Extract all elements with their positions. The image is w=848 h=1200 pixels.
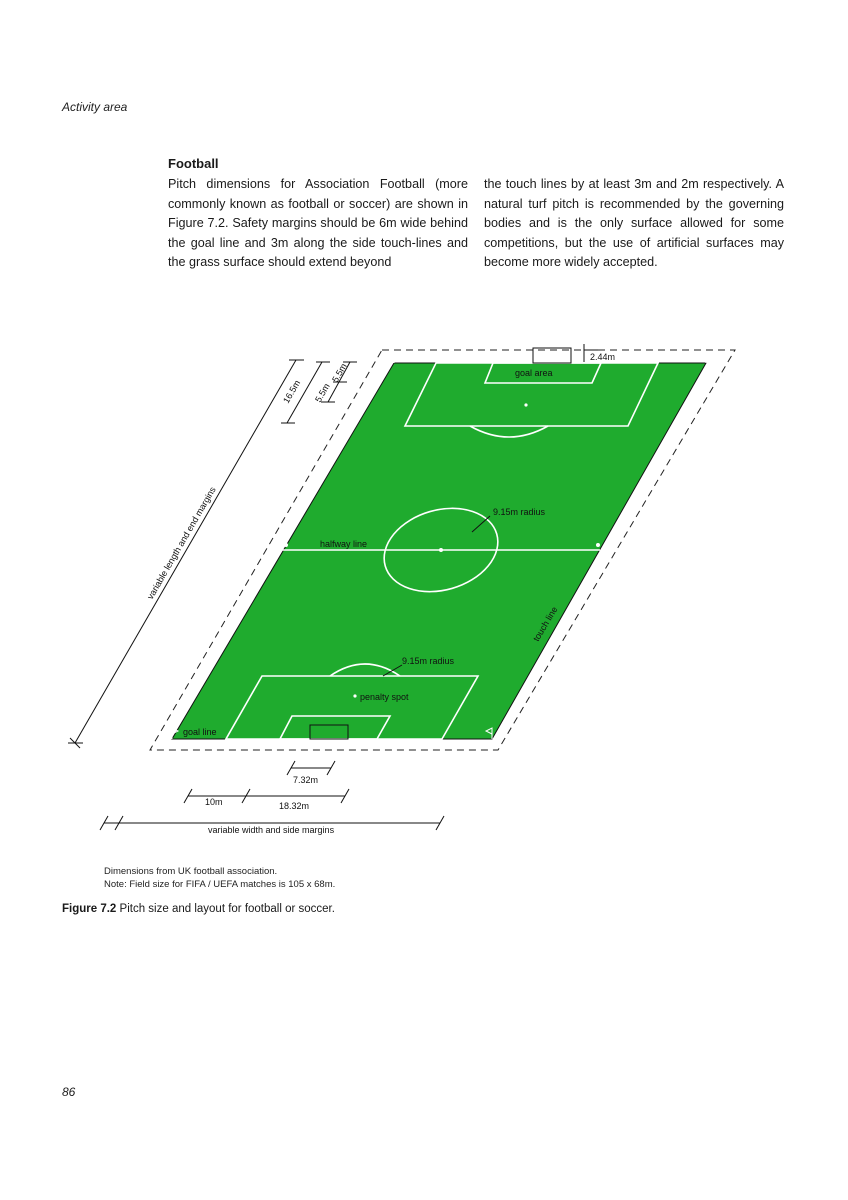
label-goal-line: goal line [183, 727, 217, 737]
label-goal-area-depth-b: 5.5m [330, 361, 349, 384]
body-text-column-right: the touch lines by at least 3m and 2m respectively. A natural turf pitch is recommended by the governing bodies and is the only surface allowed for some competitions, but the use of artificial surfaces may become more widely accepted. [484, 177, 784, 270]
label-penalty-depth: 16.5m [281, 378, 303, 405]
figure-note-source: Dimensions from UK football association. [104, 866, 278, 877]
label-goal-width: 7.32m [293, 775, 319, 785]
label-goal-area: goal area [515, 368, 553, 378]
pitch-surface [172, 363, 706, 739]
centre-spot [439, 548, 443, 552]
label-centre-radius: 9.15m radius [493, 507, 546, 517]
section-title: Football [168, 156, 219, 171]
label-arc-offset: 10m [205, 797, 223, 807]
corner-flag-top-right [706, 352, 712, 363]
figure-caption-label: Figure 7.2 [62, 903, 117, 915]
label-halfway-line: halfway line [320, 539, 368, 549]
label-width-margins: variable width and side margins [208, 825, 335, 835]
page-number: 86 [62, 1085, 76, 1099]
label-arc-radius: 9.15m radius [402, 656, 455, 666]
label-length-margins: variable length and end margins [145, 485, 218, 601]
label-goal-area-depth-a: 5.5m [313, 381, 332, 404]
penalty-spot-bottom [353, 694, 356, 697]
label-touch-line: touch line [531, 604, 560, 644]
label-penalty-spot: penalty spot [360, 692, 409, 702]
running-header: Activity area [62, 100, 128, 114]
figure-caption-text: Pitch size and layout for football or soccer. [119, 903, 335, 915]
label-goal-width-top: 2.44m [590, 352, 616, 362]
figure-caption [62, 903, 335, 915]
penalty-spot-top [524, 403, 527, 406]
body-text-column-left: Pitch dimensions for Association Football (more commonly known as football or soccer) are shown in Figure 7.2. Safety margins should be 6m wide behind the goal line and 3m along the side touch-lines and the grass surface should extend beyond [168, 177, 468, 270]
figure-note-fifa: Note: Field size for FIFA / UEFA matches is 105 x 68m. [104, 879, 336, 890]
label-penalty-width: 18.32m [279, 801, 310, 811]
corner-flag-top-left [394, 352, 400, 363]
